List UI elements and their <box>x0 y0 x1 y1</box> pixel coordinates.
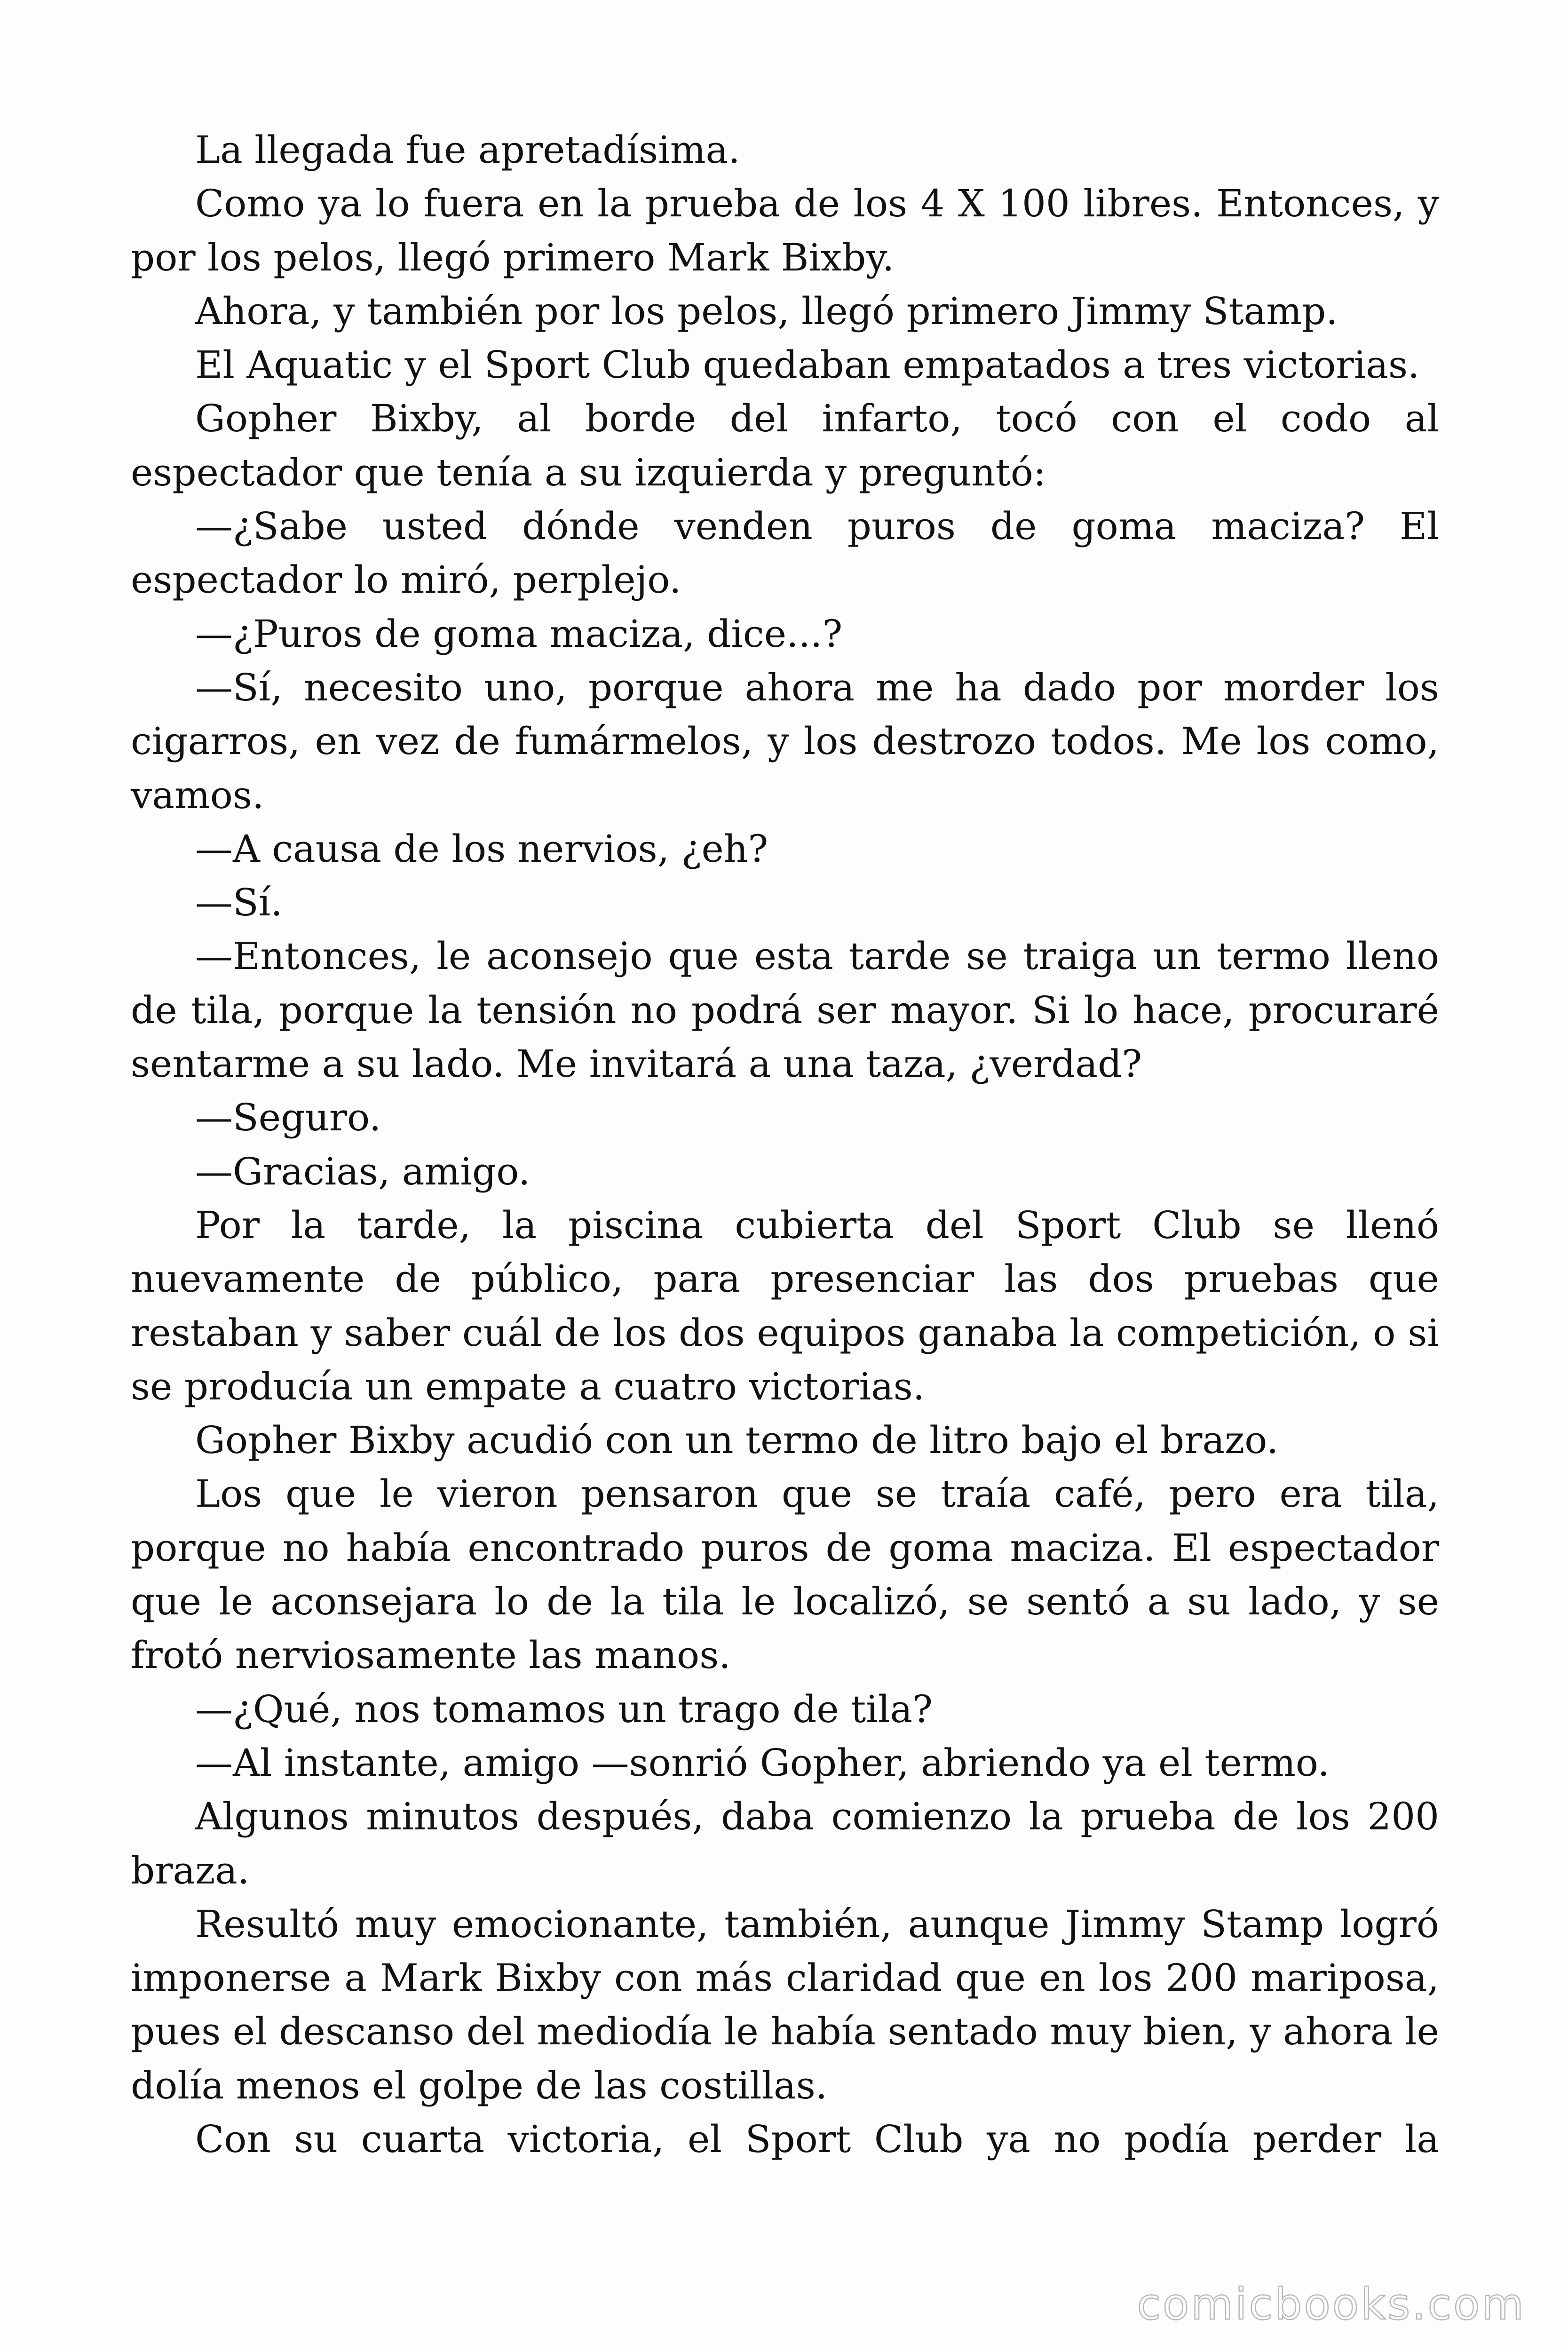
paragraph: —Entonces, le aconsejo que esta tarde se traiga un termo lleno de tila, porque la tensión no podrá ser mayor. Si lo hace, procuraré sentarme a su lado. Me invitará a una taza, ¿verdad? <box>131 934 1439 1086</box>
paragraph: —¿Sabe usted dónde venden puros de goma maciza? El espectador lo miró, perplejo. <box>131 504 1439 602</box>
paragraph: Los que le vieron pensaron que se traía café, pero era tila, porque no había encontrado puros de goma maciza. El espectador que le aconsejara lo de la tila le localizó, se sentó a su lado, y se frotó nerviosamente las manos. <box>131 1472 1439 1677</box>
paragraph: —¿Qué, nos tomamos un trago de tila? <box>195 1687 933 1731</box>
paragraph: Con su cuarta victoria, el Sport Club ya no podía perder la <box>195 2117 1439 2161</box>
paragraph: —Seguro. <box>195 1096 381 1140</box>
paragraph: La llegada fue apretadísima. <box>195 128 740 172</box>
paragraph: Gopher Bixby, al borde del infarto, tocó con el codo al espectador que tenía a su izquierda y preguntó: <box>131 397 1439 494</box>
paragraph: —A causa de los nervios, ¿eh? <box>195 826 768 871</box>
paragraph: Resultó muy emocionante, también, aunque Jimmy Stamp logró imponerse a Mark Bixby con más claridad que en los 200 mariposa, pues el descanso del mediodía le había sentado muy bien, y ahora le dolía menos el golpe de las costillas. <box>131 1902 1439 2107</box>
paragraph: Ahora, y también por los pelos, llegó primero Jimmy Stamp. <box>195 289 1338 333</box>
page-text <box>131 123 1439 2166</box>
paragraph: Por la tarde, la piscina cubierta del Sport Club se llenó nuevamente de público, para presenciar las dos pruebas que restaban y saber cuál de los dos equipos ganaba la competición, o si se producía un empate a cuatro victorias. <box>131 1203 1439 1408</box>
paragraph: —Sí, necesito uno, porque ahora me ha dado por morder los cigarros, en vez de fumármelos, y los destrozo todos. Me los como, vamos. <box>131 665 1439 817</box>
paragraph: Gopher Bixby acudió con un termo de litro bajo el brazo. <box>195 1418 1279 1462</box>
paragraph: Algunos minutos después, daba comienzo la prueba de los 200 braza. <box>131 1795 1439 1892</box>
paragraph: —Al instante, amigo —sonrió Gopher, abriendo ya el termo. <box>195 1740 1330 1785</box>
paragraph: El Aquatic y el Sport Club quedaban empatados a tres victorias. <box>195 343 1420 387</box>
paragraph: —Gracias, amigo. <box>195 1149 531 1193</box>
paragraph: Como ya lo fuera en la prueba de los 4 X 100 libres. Entonces, y por los pelos, llegó primero Mark Bixby. <box>131 182 1439 279</box>
paragraph: —Sí. <box>195 881 283 925</box>
watermark: comicbooks.com <box>1137 2279 1526 2329</box>
paragraph: —¿Puros de goma maciza, dice...? <box>195 612 843 656</box>
